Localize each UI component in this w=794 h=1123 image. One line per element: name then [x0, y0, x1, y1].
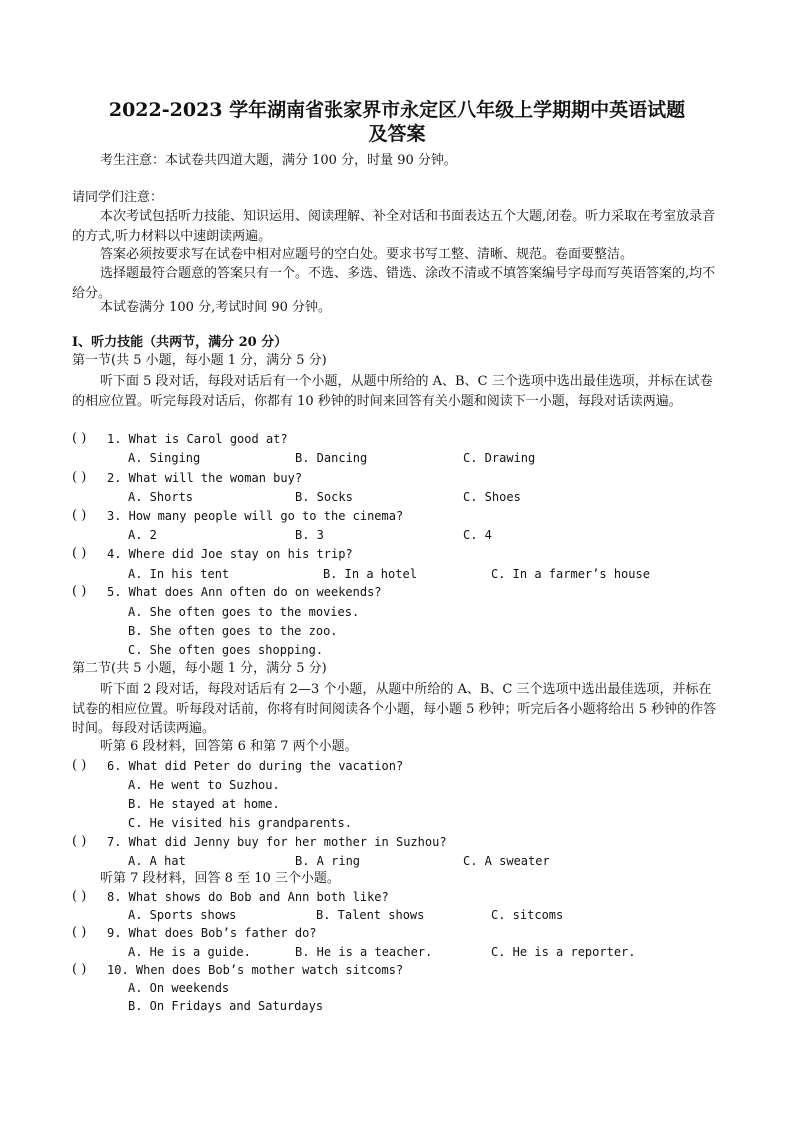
- question-3-option-c: C. 4: [463, 528, 492, 542]
- question-2-option-b: B. Socks: [295, 490, 353, 504]
- question-10-option-b: B. On Fridays and Saturdays: [128, 999, 324, 1013]
- question-3-option-b: B. 3: [295, 528, 324, 542]
- instruction-paragraph-1: 本次考试包括听力技能、知识运用、阅读理解、补全对话和书面表达五个大题,闭卷。听力采取在考室放录音的方式,听力材料以中速朗读两遍。: [72, 209, 716, 244]
- material-6-instruction: 听第 6 段材料，回答第 6 和第 7 两个小题。: [100, 739, 358, 754]
- question-3-stem: 3. How many people will go to the cinema?: [107, 509, 404, 523]
- question-10-stem: 10. When does Bob’s mother watch sitcoms?: [107, 963, 404, 977]
- question-5-option-c: C. She often goes shopping.: [128, 643, 324, 657]
- question-6-option-a: A. He went to Suzhou.: [128, 778, 280, 792]
- question-5-stem: 5. What does Ann often do on weekends?: [107, 585, 382, 599]
- question-1-option-a: A. Singing: [128, 451, 201, 465]
- question-8-option-b: B. Talent shows: [316, 908, 425, 922]
- answer-blank[interactable]: ( ): [72, 546, 87, 561]
- document-title-line2: 及答案: [368, 123, 426, 145]
- question-1-option-b: B. Dancing: [295, 451, 368, 465]
- question-4-option-c: C. In a farmer’s house: [491, 567, 650, 581]
- question-6-option-c: C. He visited his grandparents.: [128, 816, 352, 830]
- question-9-stem: 9. What does Bob’s father do?: [107, 926, 317, 940]
- part1-instructions: 听下面 5 段对话，每段对话后有一个小题，从题中所给的 A、B、C 三个选项中选出最佳选项，并标在试卷的相应位置。听完每段对话后，你都有 10 秒钟的时间来回答有关小题和阅读下一小题，每段对话读两遍。: [72, 374, 713, 409]
- question-1-option-c: C. Drawing: [463, 451, 536, 465]
- question-5-option-a: A. She often goes to the movies.: [128, 605, 360, 619]
- document-title-line1: 2022-2023 学年湖南省张家界市永定区八年级上学期期中英语试题: [108, 99, 686, 121]
- question-2-option-a: A. Shorts: [128, 490, 194, 504]
- answer-blank[interactable]: ( ): [72, 470, 87, 485]
- part1-heading: 第一节(共 5 小题，每小题 1 分，满分 5 分): [72, 353, 327, 368]
- question-7-stem: 7. What did Jenny buy for her mother in Suzhou?: [107, 835, 447, 849]
- question-4-option-b: B. In a hotel: [323, 567, 417, 581]
- instruction-paragraph-3: 选择题最符合题意的答案只有一个。不选、多选、错选、涂改不清或不填答案编号字母而写英语答案的,均不给分。: [72, 266, 716, 301]
- exam-notice: 考生注意：本试卷共四道大题，满分 100 分，时量 90 分钟。: [100, 153, 457, 168]
- instruction-paragraph-4: 本试卷满分 100 分,考试时间 90 分钟。: [100, 300, 332, 315]
- question-4-stem: 4. Where did Joe stay on his trip?: [107, 547, 353, 561]
- instructions-heading: 请同学们注意：: [72, 190, 164, 205]
- instruction-paragraph-2: 答案必须按要求写在试卷中相对应题号的空白处。要求书写工整、清晰、规范。卷面要整洁。: [100, 247, 634, 262]
- question-8-option-c: C. sitcoms: [491, 908, 564, 922]
- question-3-option-a: A. 2: [128, 528, 157, 542]
- question-9-option-c: C. He is a reporter.: [491, 945, 636, 959]
- question-2-option-c: C. Shoes: [463, 490, 521, 504]
- answer-blank[interactable]: ( ): [72, 962, 87, 977]
- question-9-option-a: A. He is a guide.: [128, 945, 251, 959]
- part2-instructions: 听下面 2 段对话，每段对话后有 2—3 个小题，从题中所给的 A、B、C 三个选项中选出最佳选项，并标在试卷的相应位置。听每段对话前，你将有时间阅读各个小题，每小题 5 秒钟；听完后各小题将给出 5 秒钟的作答时间。每段对话读两遍。: [72, 682, 717, 736]
- question-6-stem: 6. What did Peter do during the vacation?: [107, 759, 404, 773]
- question-4-option-a: A. In his tent: [128, 567, 230, 581]
- material-7-instruction: 听第 7 段材料，回答 8 至 10 三个小题。: [100, 871, 340, 886]
- question-6-option-b: B. He stayed at home.: [128, 797, 280, 811]
- answer-blank[interactable]: ( ): [72, 584, 87, 599]
- answer-blank[interactable]: ( ): [72, 431, 87, 446]
- question-5-option-b: B. She often goes to the zoo.: [128, 624, 338, 638]
- question-2-stem: 2. What will the woman buy?: [107, 471, 303, 485]
- answer-blank[interactable]: ( ): [72, 834, 87, 849]
- question-10-option-a: A. On weekends: [128, 981, 230, 995]
- answer-blank[interactable]: ( ): [72, 508, 87, 523]
- section-heading-listening: Ⅰ、听力技能（共两节，满分 20 分）: [72, 335, 288, 350]
- question-1-stem: 1. What is Carol good at?: [107, 432, 288, 446]
- answer-blank[interactable]: ( ): [72, 758, 87, 773]
- answer-blank[interactable]: ( ): [72, 889, 87, 904]
- question-7-option-b: B. A ring: [295, 854, 361, 868]
- question-9-option-b: B. He is a teacher.: [295, 945, 433, 959]
- question-8-option-a: A. Sports shows: [128, 908, 237, 922]
- answer-blank[interactable]: ( ): [72, 925, 87, 940]
- question-7-option-a: A. A hat: [128, 854, 186, 868]
- question-7-option-c: C. A sweater: [463, 854, 550, 868]
- question-8-stem: 8. What shows do Bob and Ann both like?: [107, 890, 389, 904]
- part2-heading: 第二节(共 5 小题，每小题 1 分，满分 5 分): [72, 661, 327, 676]
